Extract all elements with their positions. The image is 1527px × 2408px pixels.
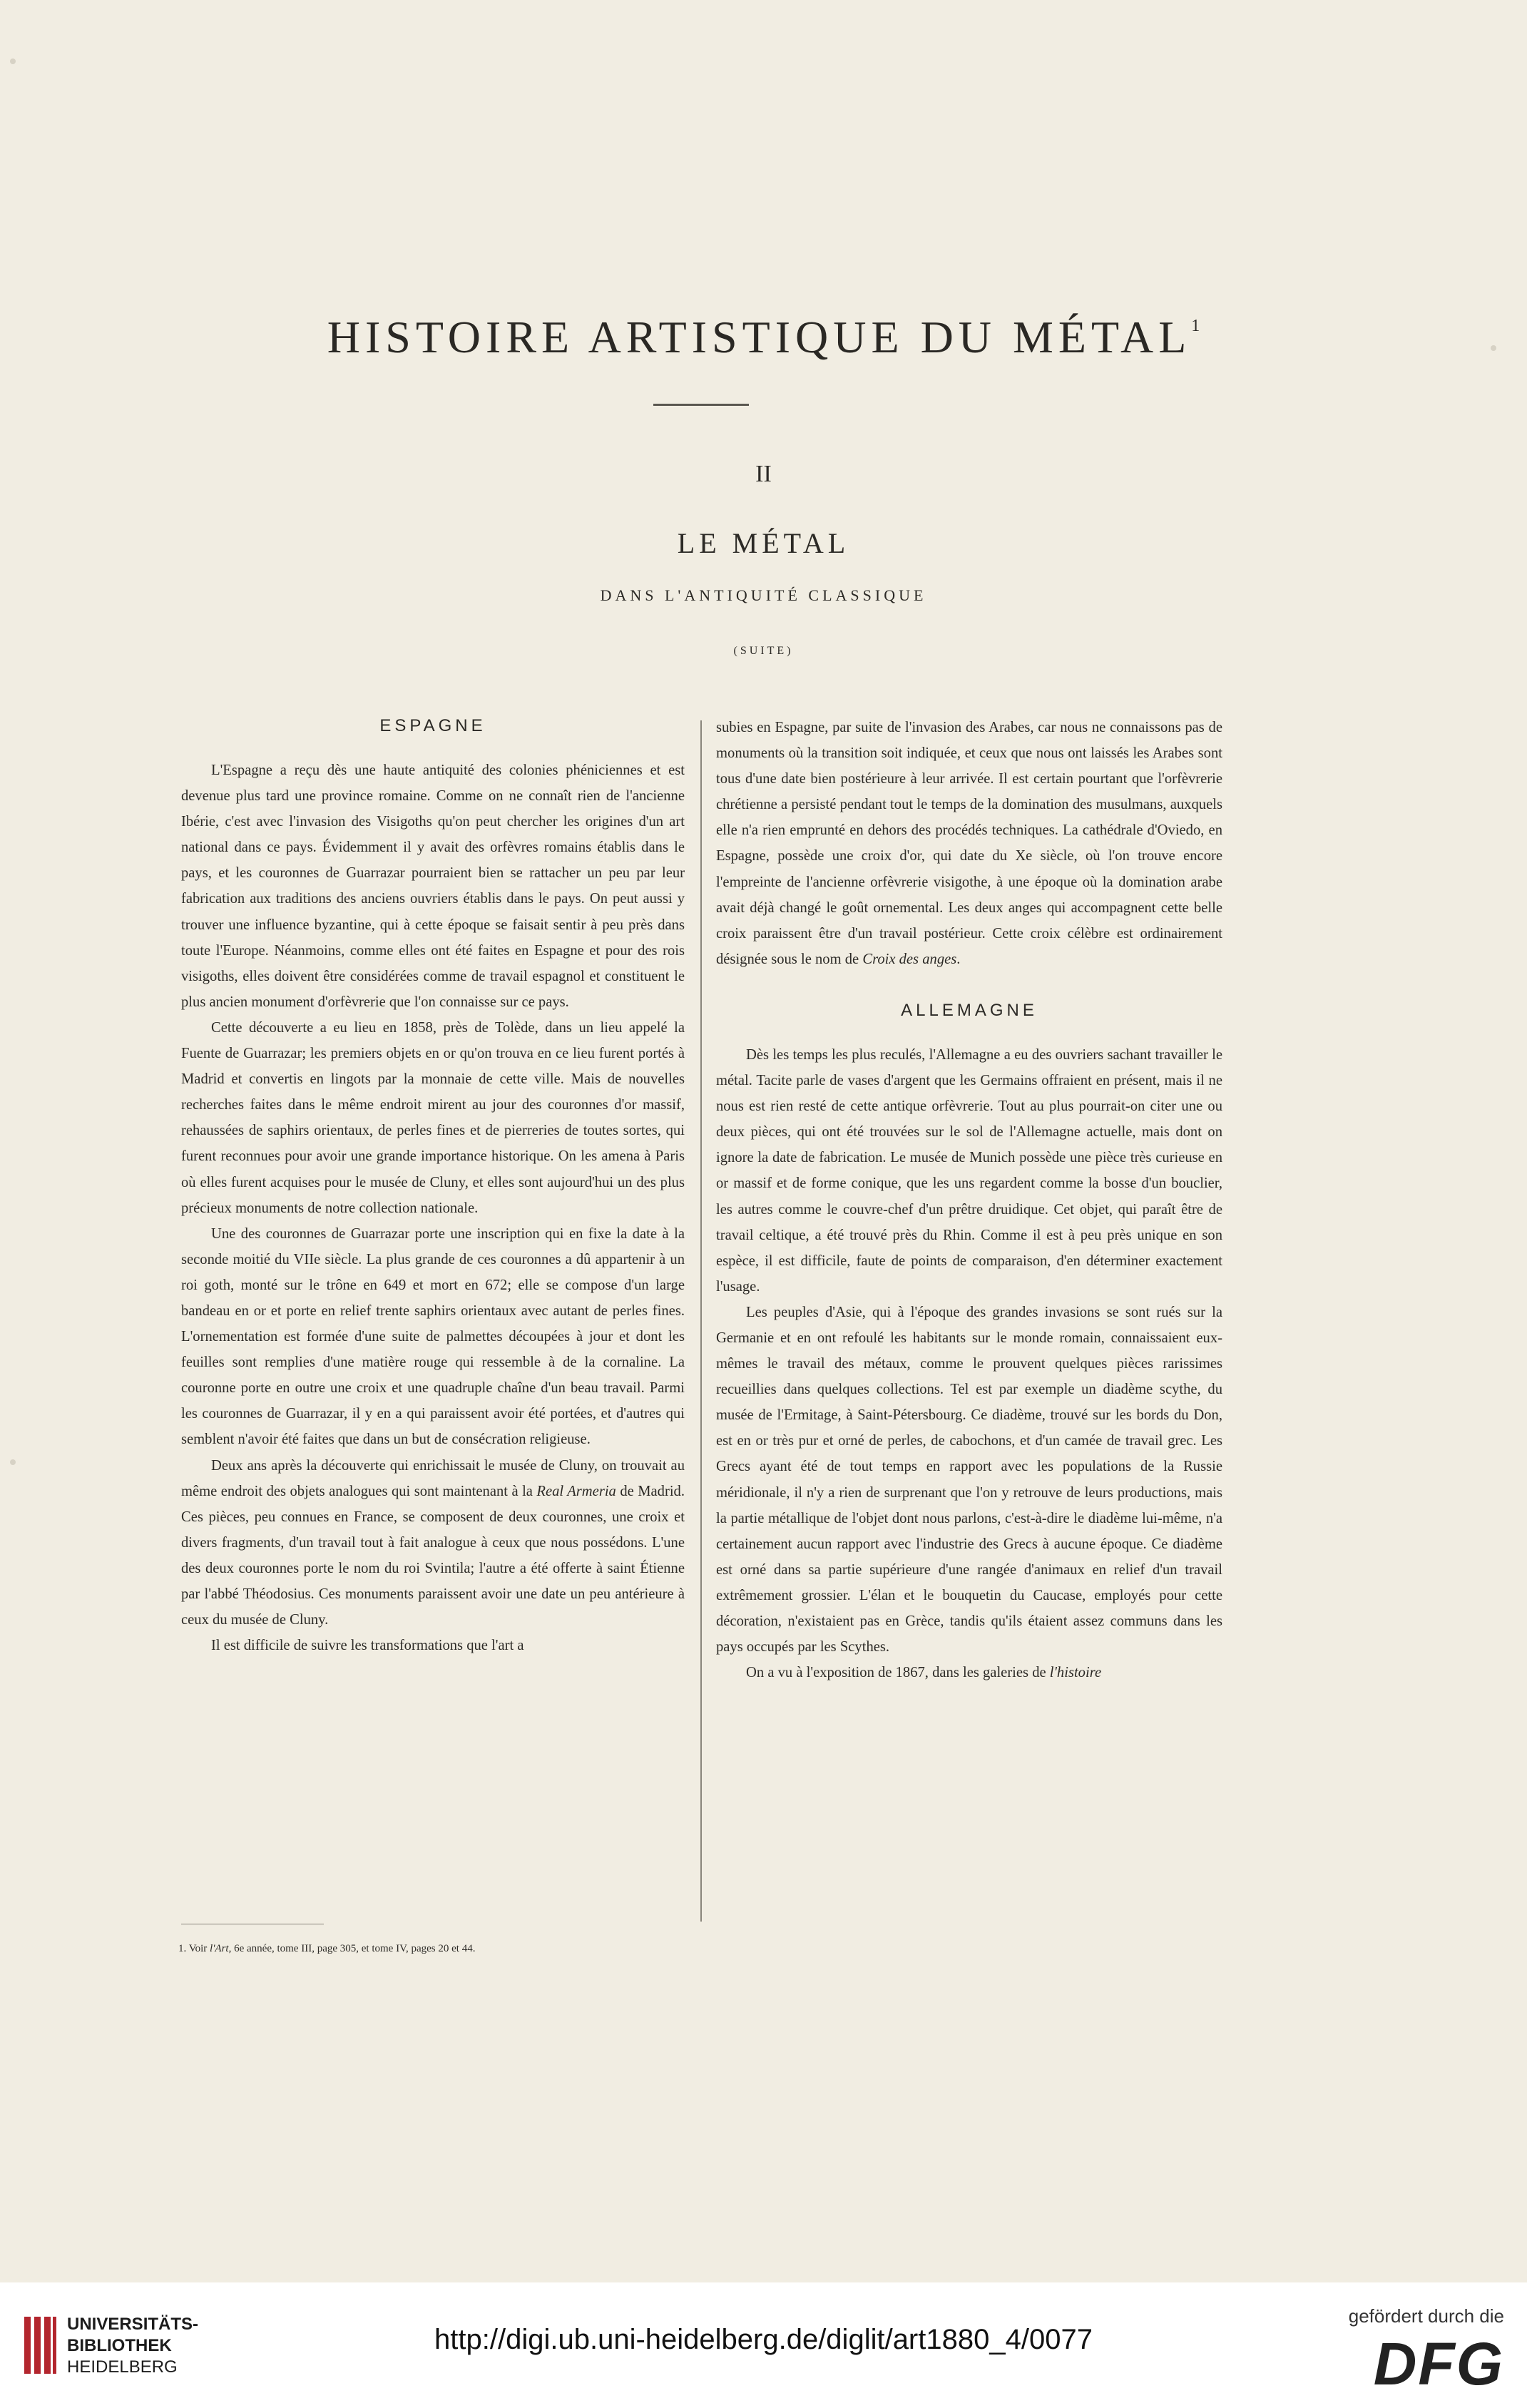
column-divider: [700, 720, 702, 1922]
text-run: de Madrid. Ces pièces, peu connues en France, se composent de deux couronnes, une croix et divers fragments, d'un travail tout à fait analogue à ceux que nous possédons. L'une des deux couronnes porte le nom du roi Svintila; l'autre a été offerte à saint Étienne par l'abbé Théodosius. Ces monuments paraissent avoir une date un peu antérieure à ceux du musée de Cluny.: [181, 1483, 685, 1628]
text-run: Deux ans après la découverte qui enrichissait le musée de Cluny, on trouvait au même endroit des objets analogues qui sont maintenant à la: [181, 1457, 685, 1499]
section-subtitle: DANS L'ANTIQUITÉ CLASSIQUE: [600, 586, 927, 604]
italic-text: Croix des anges: [862, 951, 957, 967]
paragraph: L'Espagne a reçu dès une haute antiquité des colonies phéniciennes et est devenue plus tard une province romaine. Comme on ne connaît rien de l'ancienne Ibérie, c'est avec l'invasion des Visigoths qu'on peut chercher les origines d'un art national dans ce pays. Évidemment il y avait des orfèvres romains établis dans le pays, et les couronnes de Guarrazar pourraient bien se rattacher un peu par leur fabrication aux traditions des anciens ouvriers établis dans le pays. On peut aussi y trouver une influence byzantine, qui à cette époque se faisait sentir à peu près dans toute l'Europe. Néanmoins, comme elles ont été faites en Espagne et pour des rois visigoths, elles doivent être considérées comme de travail espagnol et constituent le plus ancien monument d'orfèvrerie que l'on connaisse sur ce pays.: [181, 762, 685, 1010]
paragraph: Une des couronnes de Guarrazar porte une inscription qui en fixe la date à la seconde moitié du VIIe siècle. La plus grande de ces couronnes a dû appartenir à un roi goth, monté sur le trône en 649 et mort en 672; elle se compose d'un large bandeau en or et porte en relief trente saphirs orientaux avec autant de perles fines. L'ornementation est formée d'une suite de palmettes découpées à jour et dont les feuilles sont remplies d'une matière rouge qui ressemble à de la cornaline. La couronne porte en outre une croix et une quadruple chaîne d'un beau travail. Parmi les couronnes de Guarrazar, il y en a qui paraissent avoir été portées, et d'autres qui semblent n'avoir été faites que dans un but de consécration religieuse.: [181, 1225, 685, 1448]
text-run: .: [956, 951, 961, 967]
right-column: [716, 715, 1222, 1685]
paragraph: [181, 1453, 685, 1633]
title-rule: [653, 404, 749, 406]
paragraph: Cette découverte a eu lieu en 1858, près de Tolède, dans un lieu appelé la Fuente de Guarrazar; les premiers objets en or qu'on trouva en ce lieu furent portés à Madrid et convertis en lingots par la monnaie de cette ville. Mais de nouvelles recherches faites dans le même endroit mirent au jour des couronnes d'or massif, rehaussées de saphirs orientaux, de perles fines et de pierreries de toutes sortes, qui furent reconnues pour avoir une grande importance historique. On les amena à Paris où elles furent acquises pour le musée de Cluny, et elles sont aujourd'hui un des plus précieux monuments de notre collection nationale.: [181, 1019, 685, 1216]
permalink-url[interactable]: http://digi.ub.uni-heidelberg.de/diglit/art1880_4/0077: [434, 2324, 1093, 2355]
library-footer: [0, 2282, 1527, 2408]
italic-text: l'histoire: [1049, 1665, 1102, 1681]
library-name-line: BIBLIOTHEK: [67, 2336, 172, 2355]
text-run: subies en Espagne, par suite de l'invasion des Arabes, car nous ne connaissons pas de monuments où la transition soit indiquée, et ceux que nous ont laissés les Arabes sont tous d'une date bien postérieure à leur arrivée. Il est certain pourtant que l'orfèvrerie chrétienne a persisté pendant tout le temps de la domination des musulmans, auxquels elle n'a rien emprunté en dehors des procédés techniques. La cathédrale d'Oviedo, en Espagne, possède une croix d'or, qui date du Xe siècle, où l'on trouve encore l'empreinte de l'ancienne orfèvrerie visigothe, à une époque où la domination arabe avait déjà changé le goût ornemental. Les deux anges qui accompagnent cette belle croix paraissent être d'un travail postérieur. Cette croix célèbre est ordinairement désignée sous le nom de: [716, 720, 1222, 967]
dfg-logo: DFG: [1373, 2330, 1504, 2397]
text-run: 1. Voir: [178, 1943, 210, 1954]
italic-text: Real Armeria: [536, 1483, 616, 1499]
article-title: [0, 311, 1527, 364]
funding-label: gefördert durch die: [1348, 2305, 1504, 2327]
part-numeral: II: [755, 461, 772, 487]
library-name-line: HEIDELBERG: [67, 2357, 178, 2377]
heading-espagne: ESPAGNE: [379, 716, 486, 735]
paragraph: [716, 1660, 1222, 1685]
paragraph: Il est difficile de suivre les transformations que l'art a: [211, 1638, 524, 1654]
scan-dot: [10, 58, 16, 64]
text-run: On a vu à l'exposition de 1867, dans les galeries de: [746, 1665, 1050, 1681]
footnote: [178, 1940, 692, 1957]
text-run: , 6e année, tome III, page 305, et tome IV, pages 20 et 44.: [228, 1943, 476, 1954]
library-name-line: UNIVERSITÄTS-: [67, 2315, 199, 2334]
left-column: [181, 713, 685, 1658]
paragraph: [716, 715, 1222, 972]
italic-text: l'Art: [210, 1943, 229, 1954]
suite-label: (SUITE): [733, 645, 794, 657]
heading-allemagne: ALLEMAGNE: [901, 1000, 1038, 1020]
article-title-text: HISTOIRE ARTISTIQUE DU MÉTAL: [327, 312, 1192, 362]
paragraph: Dès les temps les plus reculés, l'Allemagne a eu des ouvriers sachant travailler le métal. Tacite parle de vases d'argent que les Germains offraient en présent, mais il ne nous est rien resté de cette antique orfèvrerie. Tout au plus pourrait-on citer une ou deux pièces, qui ont été trouvées sur le sol de l'Allemagne actuelle, mais dont on ignore la date de fabrication. Le musée de Munich possède une pièce très curieuse en or massif et de forme conique, que les uns regardent comme la bosse d'un bouclier, les autres comme le couvre-chef d'un prêtre druidique. Cet objet, qui paraît être de travail celtique, a été trouvé près du Rhin. Comme il est à peu près unique en son espèce, il est difficile, faute de points de comparaison, d'en déterminer exactement l'usage.: [716, 1046, 1222, 1295]
title-footnote-marker: 1: [1191, 317, 1200, 335]
paragraph: Les peuples d'Asie, qui à l'époque des grandes invasions se sont rués sur la Germanie et en ont refoulé les habitants sur le monde romain, connaissaient eux-mêmes le travail des métaux, comme le prouvent quelques pièces rarissimes recueillies dans quelques collections. Tel est par exemple un diadème scythe, du musée de l'Ermitage, à Saint-Pétersbourg. Ce diadème, trouvé sur les bords du Don, est en or très pur et orné de perles, de cabochons, et d'un camée de travail grec. Les Grecs ayant été de tout temps en rapport avec les populations de la Russie méridionale, il n'y a rien de surprenant que l'on y retrouve de leurs productions, mais la partie métallique de l'objet dont nous parlons, c'est-à-dire le diadème lui-même, n'a certainement aucun rapport avec l'industrie des Grecs à aucune époque. Ce diadème est orné dans sa partie supérieure d'une rangée d'animaux en relief d'un travail extrêmement grossier. L'élan et le bouquetin du Caucase, employés pour cette décoration, n'existaient pas en Grèce, tandis qu'ils étaient assez communs dans les pays occupés par les Scythes.: [716, 1304, 1222, 1656]
scan-dot: [10, 1459, 16, 1465]
section-title: LE MÉTAL: [677, 527, 850, 559]
